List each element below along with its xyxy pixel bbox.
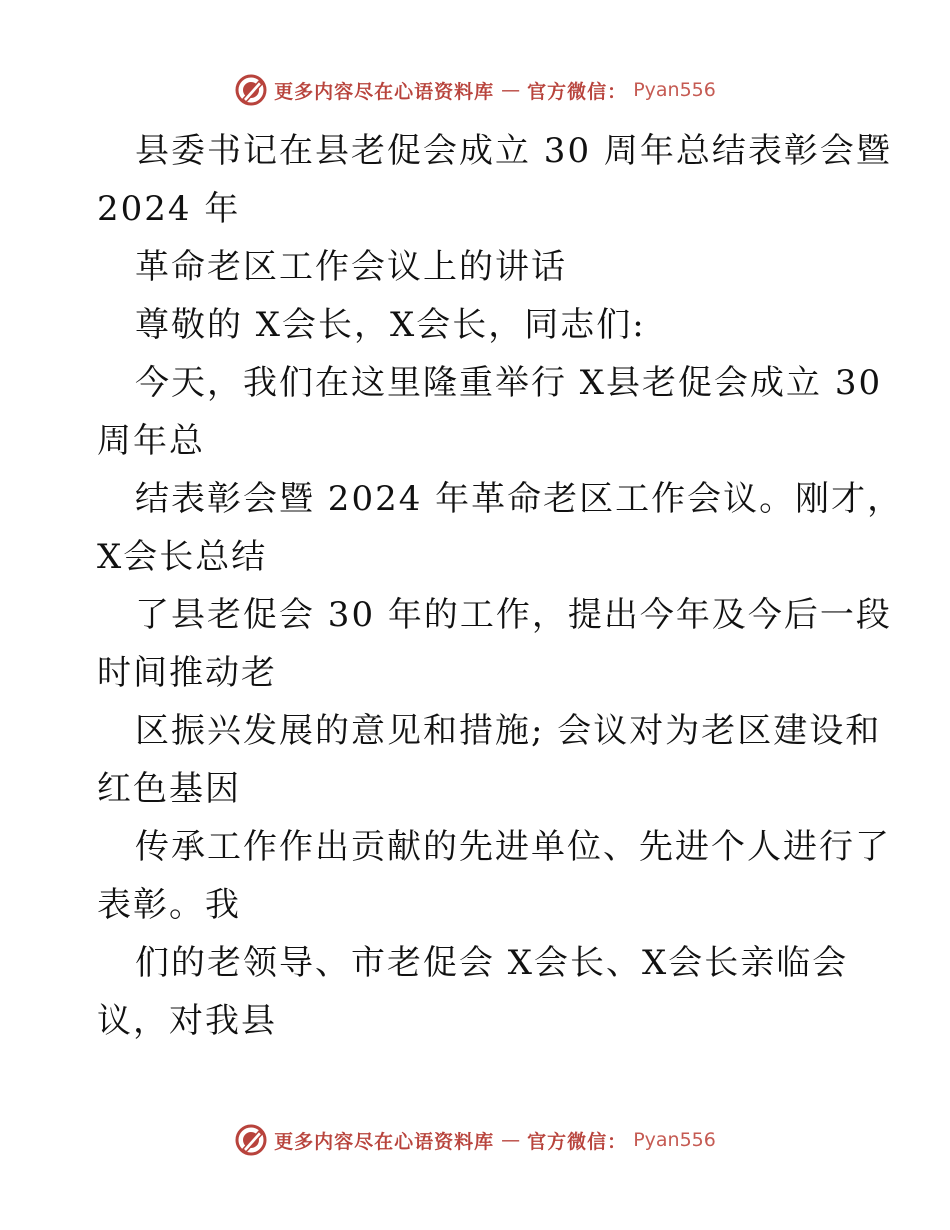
paragraph-line: 时间推动老: [97, 653, 277, 693]
paragraph-line: 红色基因: [97, 769, 241, 809]
paragraph-line: 了县老促会 30 年的工作，提出今年及今后一段: [135, 595, 892, 635]
paragraph-line: 表彰。我: [97, 885, 241, 925]
watermark-wechat-id: Pyan556: [633, 79, 716, 101]
paragraph-line: 传承工作作出贡献的先进单位、先进个人进行了: [135, 827, 891, 867]
paragraph-line: 今天，我们在这里隆重举行 X县老促会成立 30: [135, 363, 883, 403]
pen-circle-logo-icon: [234, 73, 268, 107]
watermark-separator: —: [501, 1129, 521, 1151]
salutation: 尊敬的 X会长，X会长，同志们:: [135, 305, 646, 345]
document-body: [97, 122, 904, 1050]
watermark-wechat-id: Pyan556: [633, 1129, 716, 1151]
paragraph-line: X会长总结: [97, 537, 268, 577]
watermark-text: 更多内容尽在心语资料库: [274, 1130, 495, 1153]
watermark-wechat-label: 官方微信：: [527, 1130, 628, 1153]
title-line-2: 2024 年: [97, 189, 241, 229]
watermark-separator: —: [501, 79, 521, 101]
title-line-1: 县委书记在县老促会成立 30 周年总结表彰会暨: [135, 131, 892, 171]
title-line-3: 革命老区工作会议上的讲话: [135, 247, 567, 287]
paragraph-line: 们的老领导、市老促会 X会长、X会长亲临会: [135, 943, 849, 983]
pen-circle-logo-icon: [234, 1123, 268, 1157]
paragraph-line: 周年总: [97, 421, 205, 461]
footer-watermark: [0, 1120, 950, 1160]
header-watermark: [0, 70, 950, 110]
paragraph-line: 议，对我县: [97, 1001, 277, 1041]
paragraph-line: 区振兴发展的意见和措施; 会议对为老区建设和: [135, 711, 882, 751]
watermark-text: 更多内容尽在心语资料库: [274, 80, 495, 103]
paragraph-line: 结表彰会暨 2024 年革命老区工作会议。刚才，: [135, 479, 904, 519]
watermark-wechat-label: 官方微信：: [527, 80, 628, 103]
